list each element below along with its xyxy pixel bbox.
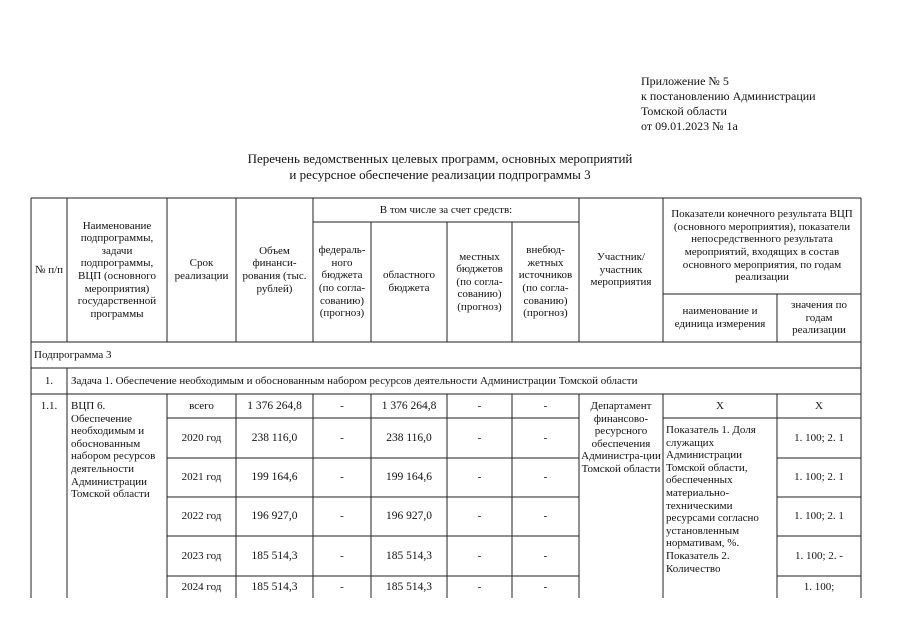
header-indicator-name: наименование и единица измерения <box>674 305 766 330</box>
row-regional: 196 927,0 <box>386 510 432 523</box>
row-volume: 185 514,3 <box>251 580 298 593</box>
header-indicators: Показатели конечного результата ВЦП (основного мероприятия), показатели непосредственного результата мероприятий, входящих в состав основного мероприятия, по годам реализации <box>671 208 853 284</box>
row-extra: - <box>543 580 548 593</box>
row-regional: 199 164,6 <box>386 471 432 484</box>
header-name: Наименование подпрограммы, задачи подпрограммы, ВЦП (основного мероприятия) государственной программы <box>77 219 157 320</box>
row-extra: - <box>543 471 548 484</box>
header-term: Срок реализации <box>174 257 229 282</box>
row-extra: - <box>543 510 548 523</box>
row-volume: 1 376 264,8 <box>247 399 302 412</box>
row-term: 2024 год <box>181 580 222 593</box>
row-extra: - <box>543 431 548 444</box>
vcp-name: ВЦП 6. Обеспечение необходимым и обоснованным набором ресурсов деятельности Администрации Томской области <box>71 400 156 501</box>
row-federal: - <box>340 549 344 562</box>
header-num: № п/п <box>34 263 64 276</box>
row-values: 1. 100; 2. 1 <box>794 471 844 484</box>
row-local: - <box>477 471 482 484</box>
row-federal: - <box>340 431 344 444</box>
row-values: 1. 100; 2. 1 <box>794 431 844 444</box>
title-line: и ресурсное обеспечение реализации подпрограммы 3 <box>289 167 591 182</box>
header-federal: федераль-ного бюджета (по согла-сованию) (прогноз) <box>318 244 366 320</box>
row-volume: 199 164,6 <box>251 471 298 484</box>
row-federal: - <box>340 580 344 593</box>
task-num: 1. <box>44 374 54 387</box>
row-term: 2023 год <box>181 549 222 562</box>
row-regional: 185 514,3 <box>386 549 432 562</box>
row-local: - <box>477 510 482 523</box>
appendix-line: к постановлению Администрации <box>641 89 816 103</box>
row-federal: - <box>340 471 344 484</box>
row-local: - <box>477 580 482 593</box>
title-line: Перечень ведомственных целевых программ, основных мероприятий <box>247 151 633 166</box>
row-extra: - <box>543 549 548 562</box>
header-extra: внебюд-жетных источников (по согла-сованию) (прогноз) <box>518 244 573 320</box>
appendix-line: от 09.01.2023 № 1а <box>641 119 738 133</box>
appendix-note <box>641 74 816 134</box>
header-local: местных бюджетов (по согла-сованию) (прогноз) <box>456 250 503 313</box>
indicator-x-values: Х <box>815 399 823 412</box>
appendix-line: Приложение № 5 <box>641 74 729 88</box>
row-local: - <box>477 399 482 412</box>
row-regional: 238 116,0 <box>386 431 432 444</box>
header-volume: Объем финанси-рования (тыс. рублей) <box>242 244 307 295</box>
row-term: 2020 год <box>181 431 222 444</box>
row-term: 2021 год <box>181 471 222 484</box>
row-local: - <box>477 431 482 444</box>
row-values: 1. 100; 2. - <box>795 549 843 562</box>
vcp-participant: Департамент финансово-ресурсного обеспечения Администра-ции Томской области <box>581 400 661 475</box>
row-regional: 1 376 264,8 <box>381 399 437 412</box>
row-values: 1. 100; <box>803 580 835 593</box>
row-term: всего <box>189 399 214 412</box>
row-values: 1. 100; 2. 1 <box>794 510 844 523</box>
row-local: - <box>477 549 482 562</box>
row-volume: 196 927,0 <box>251 510 298 523</box>
vcp-num: 1.1. <box>40 400 58 412</box>
row-volume: 185 514,3 <box>251 549 298 562</box>
row-volume: 238 116,0 <box>251 431 298 444</box>
header-regional: областного бюджета <box>382 269 435 294</box>
indicator-text: Показатель 1. Доля служащих Администрации Томской области, обеспеченных материально-техническими ресурсами согласно установленным нормативам, %. Показатель 2. Количество <box>666 424 759 575</box>
subprogram-row: Подпрограмма 3 <box>34 348 112 361</box>
row-regional: 185 514,3 <box>386 580 432 593</box>
row-extra: - <box>543 399 548 412</box>
row-federal: - <box>340 510 344 523</box>
task-text: Задача 1. Обеспечение необходимым и обоснованным набором ресурсов деятельности Администрации Томской области <box>71 374 638 387</box>
row-federal: - <box>340 399 344 412</box>
indicator-x-name: Х <box>716 399 724 412</box>
document-title <box>150 151 730 183</box>
header-participant: Участник/ участник мероприятия <box>590 251 652 289</box>
header-indicator-values: значения по годам реализации <box>790 299 848 337</box>
header-including: В том числе за счет средств: <box>379 203 513 216</box>
appendix-line: Томской области <box>641 104 727 118</box>
row-term: 2022 год <box>181 510 222 523</box>
